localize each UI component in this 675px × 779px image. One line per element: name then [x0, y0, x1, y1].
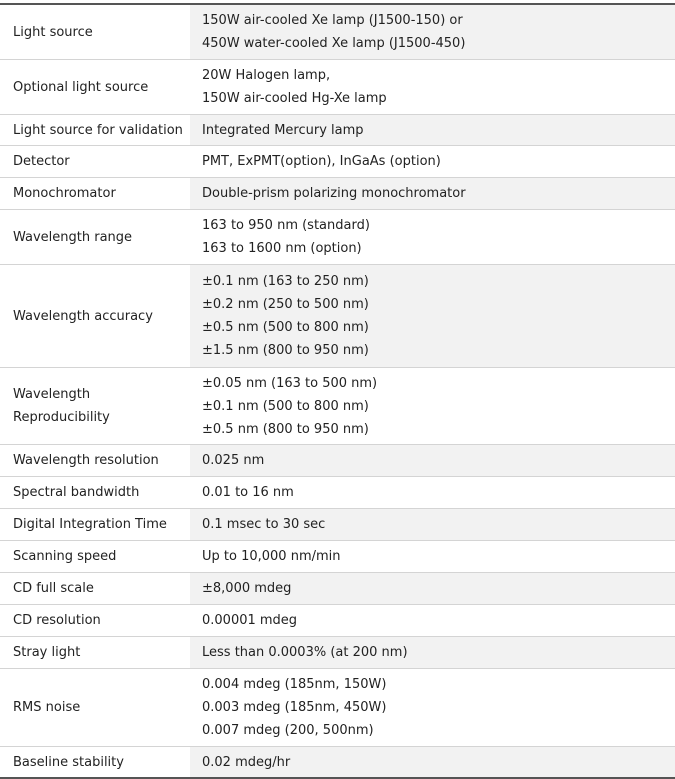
- spec-value: [190, 669, 675, 747]
- spec-label: Wavelength resolution: [0, 445, 190, 477]
- spec-row-light-source: [0, 4, 675, 60]
- spec-value: [190, 265, 675, 368]
- spec-value-line: Double-prism polarizing monochromator: [202, 186, 466, 201]
- spec-row-wavelength-accuracy: [0, 265, 675, 368]
- spec-value-line: 0.004 mdeg (185nm, 150W): [202, 677, 387, 692]
- spec-row-scanning-speed: [0, 541, 675, 573]
- spec-label: Scanning speed: [0, 541, 190, 573]
- spec-value-line: Up to 10,000 nm/min: [202, 549, 341, 564]
- spec-row-baseline-stability: [0, 747, 675, 779]
- spec-value: [190, 573, 675, 605]
- spec-value-line: ±8,000 mdeg: [202, 581, 292, 596]
- spec-label: Stray light: [0, 637, 190, 669]
- spec-row-wavelength-range: [0, 210, 675, 265]
- spec-label: Spectral bandwidth: [0, 477, 190, 509]
- spec-value-line: 450W water-cooled Xe lamp (J1500-450): [202, 36, 466, 51]
- spec-label: Light source: [0, 4, 190, 60]
- spec-label: Digital Integration Time: [0, 509, 190, 541]
- spec-value-line: 163 to 950 nm (standard): [202, 218, 370, 233]
- spec-label: Monochromator: [0, 178, 190, 210]
- spec-label: RMS noise: [0, 669, 190, 747]
- spec-value: [190, 605, 675, 637]
- spec-value-line: Integrated Mercury lamp: [202, 122, 364, 138]
- spec-label: Wavelength accuracy: [0, 265, 190, 368]
- spec-label: CD full scale: [0, 573, 190, 605]
- spec-row-wavelength-reproducibility: [0, 368, 675, 445]
- spec-value-line: 0.1 msec to 30 sec: [202, 517, 326, 532]
- spec-value-line: ±0.5 nm (800 to 950 nm): [202, 421, 369, 437]
- spec-value: [190, 178, 675, 210]
- spec-value-line: 0.003 mdeg (185nm, 450W): [202, 700, 387, 715]
- spec-value: [190, 541, 675, 573]
- spec-row-cd-resolution: [0, 605, 675, 637]
- spec-value-line: ±1.5 nm (800 to 950 nm): [202, 343, 369, 358]
- spec-value: [190, 210, 675, 265]
- spec-value: [190, 477, 675, 509]
- spec-label: Detector: [0, 146, 190, 178]
- spec-value-line: PMT, ExPMT(option), InGaAs (option): [202, 154, 441, 169]
- spec-value-line: Less than 0.0003% (at 200 nm): [202, 645, 408, 660]
- spec-row-digital-integration-time: [0, 509, 675, 541]
- spec-value-line: 0.00001 mdeg: [202, 613, 298, 628]
- spec-value: [190, 747, 675, 779]
- spec-value-line: 0.02 mdeg/hr: [202, 754, 291, 770]
- spec-value-line: 0.007 mdeg (200, 500nm): [202, 723, 374, 738]
- spec-row-rms-noise: [0, 669, 675, 747]
- spec-value-line: ±0.2 nm (250 to 500 nm): [202, 297, 369, 312]
- spec-value-line: 20W Halogen lamp,: [202, 68, 331, 83]
- spec-value: [190, 445, 675, 477]
- spec-value-line: ±0.5 nm (500 to 800 nm): [202, 320, 369, 335]
- spec-row-optional-light-source: [0, 60, 675, 115]
- spec-value: [190, 368, 675, 445]
- spec-value: [190, 146, 675, 178]
- spec-label: Baseline stability: [0, 747, 190, 779]
- spec-value-line: ±0.1 nm (163 to 250 nm): [202, 274, 369, 289]
- spec-label: CD resolution: [0, 605, 190, 637]
- specifications-table: [0, 3, 675, 779]
- spec-value-line: ±0.1 nm (500 to 800 nm): [202, 398, 369, 414]
- spec-value-line: 0.01 to 16 nm: [202, 485, 294, 500]
- spec-label: Optional light source: [0, 60, 190, 115]
- spec-value-line: 0.025 nm: [202, 453, 265, 468]
- spec-value-line: ±0.05 nm (163 to 500 nm): [202, 375, 378, 391]
- spec-row-spectral-bandwidth: [0, 477, 675, 509]
- spec-value-line: 150W air-cooled Hg-Xe lamp: [202, 91, 387, 106]
- spec-row-monochromator: [0, 178, 675, 210]
- spec-row-wavelength-resolution: [0, 445, 675, 477]
- spec-value-line: 163 to 1600 nm (option): [202, 241, 362, 256]
- spec-label: Light source for validation: [0, 115, 190, 146]
- spec-value: [190, 115, 675, 146]
- spec-value: [190, 637, 675, 669]
- spec-label: Wavelength Reproducibility: [0, 368, 190, 445]
- spec-value: [190, 509, 675, 541]
- spec-row-detector: [0, 146, 675, 178]
- spec-value: [190, 60, 675, 115]
- spec-label: Wavelength range: [0, 210, 190, 265]
- spec-row-light-source-validation: [0, 115, 675, 146]
- spec-value-line: 150W air-cooled Xe lamp (J1500-150) or: [202, 13, 463, 28]
- spec-row-stray-light: [0, 637, 675, 669]
- spec-row-cd-full-scale: [0, 573, 675, 605]
- spec-value: [190, 4, 675, 60]
